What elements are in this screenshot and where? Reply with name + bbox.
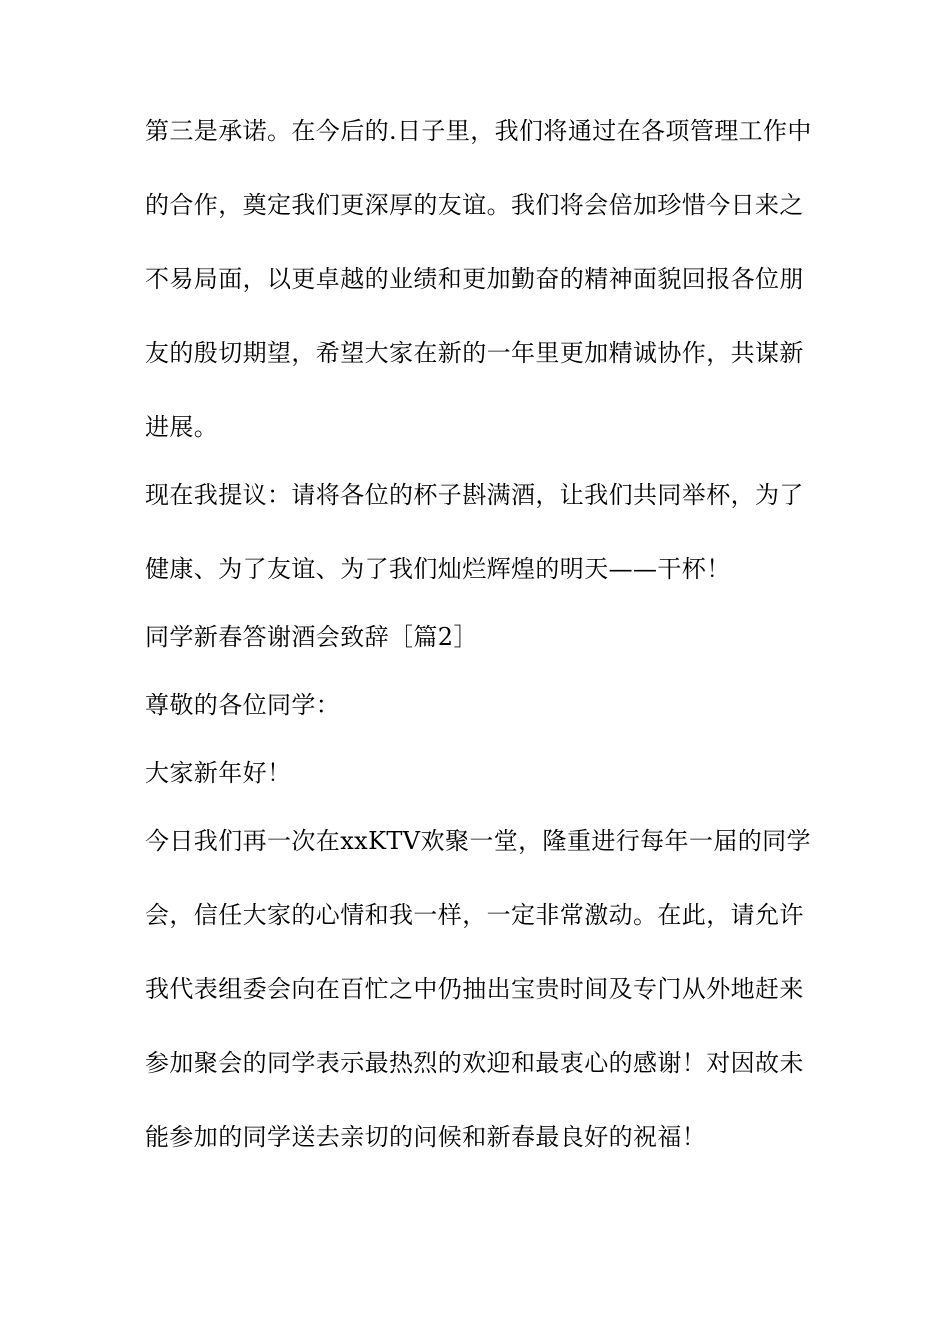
text-line: 今日我们再一次在xxKTV欢聚一堂，隆重进行每年一届的同学 — [145, 827, 811, 855]
document-body — [145, 115, 810, 1195]
text-line: 能参加的同学送去亲切的问候和新春最良好的祝福！ — [145, 1123, 707, 1151]
salutation: 尊敬的各位同学： — [145, 691, 341, 719]
text-line: 会，信任大家的心情和我一样，一定非常激动。在此，请允许 — [145, 901, 804, 929]
section-heading: 同学新春答谢酒会致辞［篇2］ — [145, 623, 478, 651]
text-line: 进展。 — [145, 413, 219, 441]
greeting: 大家新年好！ — [145, 759, 292, 787]
text-line: 健康、为了友谊、为了我们灿烂辉煌的明天——干杯！ — [145, 555, 731, 583]
text-line: 第三是承诺。在今后的.日子里，我们将通过在各项管理工作中 — [145, 117, 812, 145]
text-line: 我代表组委会向在百忙之中仍抽出宝贵时间及专门从外地赶来 — [145, 975, 804, 1003]
text-line: 参加聚会的同学表示最热烈的欢迎和最衷心的感谢！对因故未 — [145, 1049, 804, 1077]
text-line: 的合作，奠定我们更深厚的友谊。我们将会倍加珍惜今日来之 — [145, 191, 804, 219]
text-line: 不易局面，以更卓越的业绩和更加勤奋的精神面貌回报各位朋 — [145, 265, 804, 293]
text-line: 现在我提议：请将各位的杯子斟满酒，让我们共同举杯，为了 — [145, 481, 804, 509]
text-line: 友的殷切期望，希望大家在新的一年里更加精诚协作，共谋新 — [145, 339, 804, 367]
